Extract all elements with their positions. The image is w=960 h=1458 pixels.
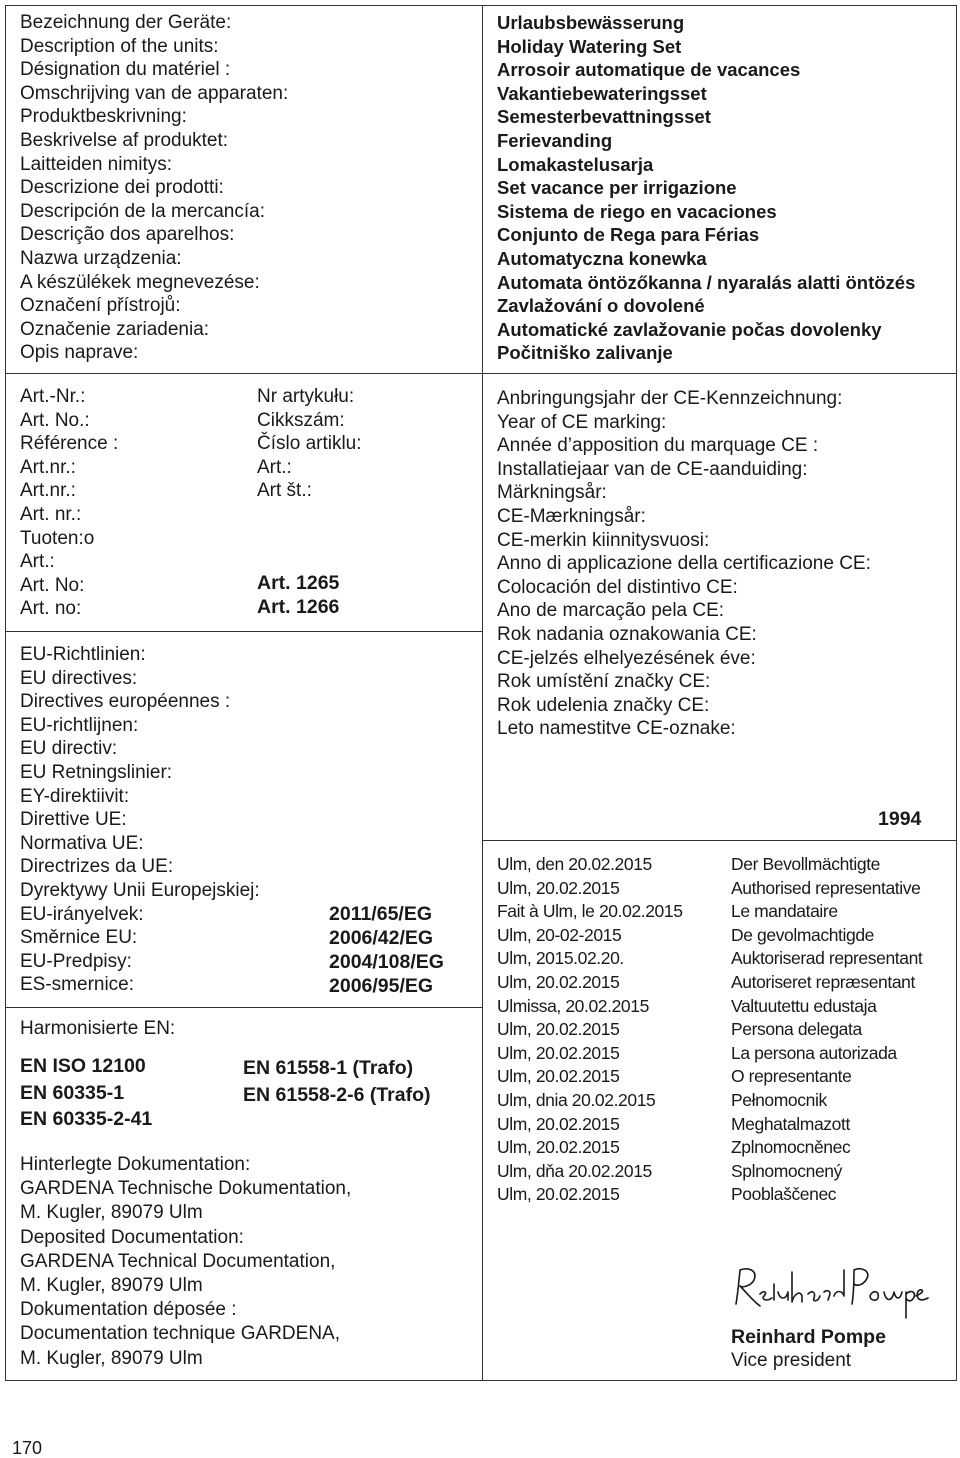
ce-label: Anbringungsjahr der CE-Kennzeichnung:: [497, 388, 843, 409]
place-date: Ulm, 20.02.2015: [497, 971, 620, 992]
designation-label: Descrição dos aparelhos:: [20, 224, 235, 246]
ce-label: Installatiejaar van de CE-aanduiding:: [497, 458, 808, 480]
ce-label: Colocación del distintivo CE:: [497, 576, 738, 598]
designation-value: Conjunto de Rega para Férias: [497, 224, 760, 246]
representative-title: Der Bevollmächtigte: [731, 854, 880, 874]
designation-value: Zavlažování o dovolené: [497, 295, 705, 317]
designation-value: Automata öntözőkanna / nyaralás alatti öntözés: [497, 271, 916, 293]
place-date: Ulm, den 20.02.2015: [497, 854, 652, 874]
directive-label: Normativa UE:: [20, 832, 144, 854]
directive-label: EU-irányelvek:: [20, 903, 144, 925]
representative-title: Authorised representative: [731, 877, 921, 898]
article-numbers: [257, 571, 339, 619]
documentation-line: Deposited Documentation:: [20, 1226, 244, 1248]
article-label: Art.nr.:: [20, 480, 76, 502]
place-date: Ulm, 20.02.2015: [497, 877, 620, 898]
article-label: Tuoten:o: [20, 527, 95, 549]
directive-label: EU-Predpisy:: [20, 950, 132, 972]
article-label: Art.:: [20, 551, 55, 573]
ce-label: Anno di applicazione della certificazione CE:: [497, 553, 871, 575]
designation-value: Počitniško zalivanje: [497, 342, 673, 364]
article-label: Art. No:: [20, 574, 85, 596]
ce-marking-labels: [497, 387, 871, 741]
representative-title: De gevolmachtigde: [731, 924, 875, 945]
directive-label: EU-Richtlinien:: [20, 644, 146, 665]
signatory-title: Vice president: [731, 1350, 852, 1371]
handwritten-signature: [730, 1262, 930, 1322]
directive-value: 2011/65/EG: [329, 903, 433, 925]
harmonised-standard: EN ISO 12100: [20, 1055, 146, 1077]
documentation-line: Hinterlegte Dokumentation:: [20, 1154, 251, 1175]
harmonised-label: Harmonisierte EN:: [20, 1018, 176, 1039]
place-date: Ulm, 20.02.2015: [497, 1184, 620, 1205]
ce-label: CE-jelzés elhelyezésének éve:: [497, 647, 756, 669]
ce-label: Rok umístění značky CE:: [497, 671, 711, 693]
place-date: Ulm, dňa 20.02.2015: [497, 1160, 652, 1181]
representative-title: Le mandataire: [731, 901, 838, 922]
directive-label: Direttive UE:: [20, 809, 127, 831]
place-date: Ulm, dnia 20.02.2015: [497, 1089, 656, 1110]
harmonised-standard: EN 61558-1 (Trafo): [243, 1057, 414, 1079]
place-date: Ulm, 20.02.2015: [497, 1113, 620, 1134]
article-label: Art. nr.:: [20, 503, 82, 525]
ce-label: Rok udelenia značky CE:: [497, 694, 710, 716]
row-divider-designation: [5, 373, 957, 374]
harmonised-standards-col1: [20, 1053, 152, 1133]
directive-label: EU Retningslinier:: [20, 761, 173, 783]
ce-label: Rok nadania oznakowania CE:: [497, 623, 757, 645]
documentation-line: M. Kugler, 89079 Ulm: [20, 1275, 203, 1297]
representative-title: Splnomocnený: [731, 1160, 842, 1181]
ce-label: CE-merkin kiinnitysvuosi:: [497, 529, 710, 551]
directive-label: EU-richtlijnen:: [20, 714, 139, 736]
page-number: 170: [12, 1438, 43, 1458]
article-label: Cikkszám:: [257, 409, 345, 431]
designation-value: Lomakastelusarja: [497, 153, 654, 175]
article-label: Art.:: [257, 456, 292, 478]
designation-label: Omschrijving van de apparaten:: [20, 82, 289, 104]
article-labels-col2: [257, 385, 362, 503]
designation-value: Sistema de riego en vacaciones: [497, 200, 777, 222]
article-label: Art.-Nr.:: [20, 386, 86, 407]
ce-label: Leto namestitve CE-oznake:: [497, 718, 736, 740]
documentation-block: [20, 1153, 351, 1371]
designation-value: Set vacance per irrigazione: [497, 177, 737, 199]
ce-year: 1994: [878, 808, 922, 830]
column-divider: [482, 5, 483, 1381]
representative-title: Zplnomocněnec: [731, 1137, 851, 1158]
row-divider-articles: [5, 631, 482, 632]
directive-label: Směrnice EU:: [20, 927, 138, 949]
designation-label: Produktbeskrivning:: [20, 106, 187, 128]
article-label: Art št.:: [257, 480, 312, 502]
documentation-line: M. Kugler, 89079 Ulm: [20, 1347, 203, 1369]
place-date: Ulm, 20-02-2015: [497, 924, 622, 945]
ce-label: CE-Mærkningsår:: [497, 505, 646, 527]
place-date: Ulm, 2015.02.20.: [497, 948, 624, 969]
designation-value: Ferievanding: [497, 129, 613, 151]
representative-title: La persona autorizada: [731, 1042, 897, 1063]
directive-values: [329, 902, 444, 998]
documentation-line: Documentation technique GARDENA,: [20, 1323, 340, 1345]
place-date: Ulm, 20.02.2015: [497, 1019, 620, 1040]
place-date: Ulm, 20.02.2015: [497, 1042, 620, 1063]
article-label: Référence :: [20, 433, 119, 455]
designation-label: Descrizione dei prodotti:: [20, 177, 224, 199]
designation-value: Urlaubsbewässerung: [497, 12, 685, 33]
representative-list: [731, 853, 922, 1207]
article-label: Číslo artiklu:: [257, 433, 362, 455]
row-divider-ce-year: [482, 840, 957, 841]
directive-labels: [20, 643, 260, 997]
designation-label: A készülékek megnevezése:: [20, 271, 260, 293]
article-number: Art. 1266: [257, 596, 340, 618]
designation-value: Automatyczna konewka: [497, 247, 707, 269]
representative-title: O representante: [731, 1066, 852, 1087]
directive-value: 2006/42/EG: [329, 927, 434, 949]
place-date: Ulmissa, 20.02.2015: [497, 995, 649, 1016]
place-date: Ulm, 20.02.2015: [497, 1066, 620, 1087]
directive-label: Dyrektywy Unii Europejskiej:: [20, 879, 260, 901]
documentation-line: Dokumentation déposée :: [20, 1299, 237, 1321]
representative-title: Autoriseret repræsentant: [731, 971, 915, 992]
designation-label: Beskrivelse af produktet:: [20, 129, 229, 151]
row-divider-directives: [5, 1007, 482, 1008]
directive-label: EU directives:: [20, 667, 138, 689]
representative-title: Auktoriserad representant: [731, 948, 923, 969]
designation-label: Descripción de la mercancía:: [20, 200, 265, 222]
ce-label: Year of CE marking:: [497, 411, 667, 433]
representative-title: Persona delegata: [731, 1019, 862, 1040]
directive-label: Directrizes da UE:: [20, 856, 174, 878]
documentation-line: GARDENA Technische Dokumentation,: [20, 1178, 352, 1200]
designation-label: Nazwa urządzenia:: [20, 247, 182, 269]
place-date: Fait à Ulm, le 20.02.2015: [497, 901, 683, 922]
documentation-line: GARDENA Technical Documentation,: [20, 1250, 336, 1272]
directive-label: EY-direktiivit:: [20, 785, 130, 807]
ce-label: Année d’apposition du marquage CE :: [497, 435, 819, 457]
designation-value: Arrosoir automatique de vacances: [497, 59, 801, 81]
designation-value: Automatické zavlažovanie počas dovolenky: [497, 318, 882, 340]
ce-label: Ano de marcação pela CE:: [497, 600, 725, 622]
documentation-line: M. Kugler, 89079 Ulm: [20, 1202, 203, 1224]
harmonised-standards-col2: [243, 1055, 431, 1108]
designation-label: Bezeichnung der Geräte:: [20, 12, 232, 33]
representative-title: Meghatalmazott: [731, 1113, 850, 1134]
designation-values: [497, 11, 915, 365]
designation-label: Description of the units:: [20, 35, 219, 57]
designation-value: Vakantiebewateringsset: [497, 82, 707, 104]
signatory-name: Reinhard Pompe: [731, 1326, 886, 1348]
directive-label: EU directiv:: [20, 738, 118, 760]
place-date: Ulm, 20.02.2015: [497, 1137, 620, 1158]
representative-title: Pełnomocnik: [731, 1089, 827, 1110]
harmonised-standard: EN 60335-1: [20, 1081, 125, 1104]
designation-value: Holiday Watering Set: [497, 35, 682, 57]
article-label: Art.nr.:: [20, 456, 76, 478]
directive-value: 2004/108/EG: [329, 951, 444, 973]
directive-value: 2006/95/EG: [329, 975, 434, 997]
designation-label: Laitteiden nimitys:: [20, 153, 173, 175]
designation-value: Semesterbevattningsset: [497, 106, 711, 128]
designation-label: Označení přístrojů:: [20, 295, 181, 317]
directive-label: ES-smernice:: [20, 974, 135, 996]
article-labels-col1: [20, 385, 118, 621]
designation-labels: [20, 11, 288, 365]
place-date-list: [497, 853, 683, 1207]
directive-label: Directives européennes :: [20, 691, 231, 713]
article-label: Art. no:: [20, 598, 82, 620]
designation-label: Opis naprave:: [20, 342, 139, 364]
representative-title: Pooblaščenec: [731, 1184, 837, 1205]
harmonised-standard: EN 60335-2-41: [20, 1108, 153, 1130]
article-label: Art. No.:: [20, 409, 90, 431]
harmonised-standard: EN 61558-2-6 (Trafo): [243, 1083, 431, 1106]
article-number: Art. 1265: [257, 572, 340, 594]
ce-label: Märkningsår:: [497, 482, 607, 504]
designation-label: Označenie zariadenia:: [20, 318, 210, 340]
designation-label: Désignation du matériel :: [20, 59, 231, 81]
article-label: Nr artykułu:: [257, 386, 355, 407]
representative-title: Valtuutettu edustaja: [731, 995, 877, 1016]
